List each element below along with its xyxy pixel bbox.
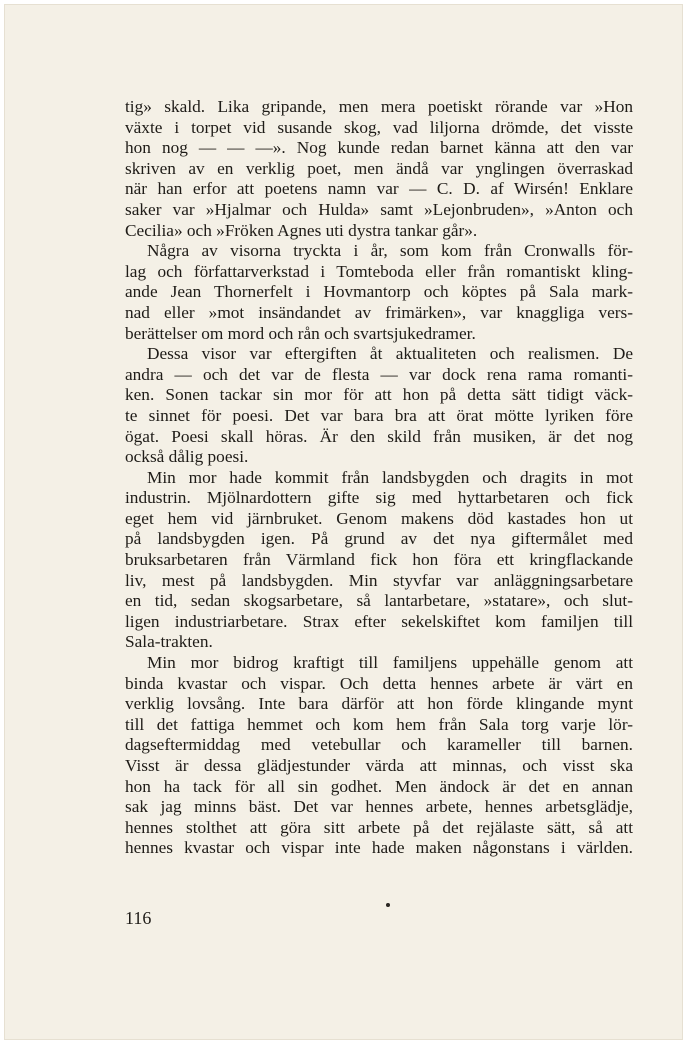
text-line: dagseftermiddag med vetebullar och karameller till barnen. <box>125 735 633 755</box>
text-line: också dålig poesi. <box>125 447 249 467</box>
text-line: te sinnet för poesi. Det var bara bra att örat mötte lyriken före <box>125 405 633 425</box>
text-line: på landsbygden igen. På grund av det nya giftermålet med <box>125 529 633 549</box>
text-line: växte i torpet vid susande skog, vad liljorna drömde, det visste <box>125 117 633 137</box>
text-line: andra — och det var de flesta — var dock rena rama romanti- <box>125 364 633 384</box>
text-line: skriven av en verklig poet, men ändå var ynglingen överraskad <box>125 158 633 178</box>
print-speck <box>386 903 390 907</box>
text-line: Några av visorna tryckta i år, som kom från Cronwalls för- <box>147 241 633 261</box>
text-line: Min mor hade kommit från landsbygden och dragits in mot <box>147 467 633 487</box>
text-line: nad eller »mot insändandet av frimärken», var knaggliga vers- <box>125 302 633 322</box>
text-line: Visst är dessa glädjestunder värda att minnas, och visst ska <box>125 756 633 775</box>
text-line: hon nog — — —». Nog kunde redan barnet känna att den var <box>125 138 633 158</box>
text-line: Cecilia» och »Fröken Agnes uti dystra tankar går». <box>125 220 478 240</box>
text-line: en tid, sedan skogsarbetare, så lantarbetare, »statare», och slut- <box>125 591 633 611</box>
page-number: 116 <box>125 908 152 928</box>
text-line: industrin. Mjölnardottern gifte sig med hyttarbetaren och fick <box>125 488 633 508</box>
text-line: berättelser om mord och rån och svartsjukedramer. <box>125 323 476 343</box>
body-text <box>125 97 633 859</box>
text-line: sak jag minns bäst. Det var hennes arbete, hennes arbetsglädje, <box>125 797 633 817</box>
text-line: ögat. Poesi skall höras. Är den skild från musiken, är det nog <box>125 426 633 446</box>
text-line: eget hem vid järnbruket. Genom makens död kastades hon ut <box>125 508 633 528</box>
text-line: Sala-trakten. <box>125 632 213 652</box>
text-line: Dessa visor var eftergiften åt aktualiteten och realismen. De <box>147 344 633 364</box>
text-line: liv, mest på landsbygden. Min styvfar var anläggningsarbetare <box>125 570 633 590</box>
text-line: hennes stolthet att göra sitt arbete på det rejälaste sätt, så att <box>125 817 633 837</box>
text-line: lag och författarverkstad i Tomteboda eller från romantiskt kling- <box>125 261 633 281</box>
text-line: till det fattiga hemmet och kom hem från Sala torg varje lör- <box>125 714 633 734</box>
text-line: binda kvastar och vispar. Och detta hennes arbete är värt en <box>125 673 633 693</box>
text-line: ande Jean Thornerfelt i Hovmantorp och köptes på Sala mark- <box>125 282 633 302</box>
text-line: saker var »Hjalmar och Hulda» samt »Lejonbruden», »Anton och <box>125 199 633 219</box>
text-line: ligen industriarbetare. Strax efter sekelskiftet kom familjen till <box>125 611 633 631</box>
text-line: hennes kvastar och vispar inte hade maken någonstans i världen. <box>125 838 633 858</box>
text-line: tig» skald. Lika gripande, men mera poetiskt rörande var »Hon <box>125 97 633 116</box>
text-line: Min mor bidrog kraftigt till familjens uppehälle genom att <box>147 653 633 673</box>
text-line: bruksarbetaren från Värmland fick hon föra ett kringflackande <box>125 550 633 570</box>
text-line: hon ha tack för all sin godhet. Men ändock är det en annan <box>125 776 633 796</box>
text-line: ken. Sonen tackar sin mor för att hon på detta sätt tidigt väck- <box>125 385 633 405</box>
text-line: verklig lovsång. Inte bara därför att hon förde klingande mynt <box>125 694 633 714</box>
text-line: när han erfor att poetens namn var — C. D. af Wirsén! Enklare <box>125 179 633 199</box>
book-page <box>4 4 683 1040</box>
